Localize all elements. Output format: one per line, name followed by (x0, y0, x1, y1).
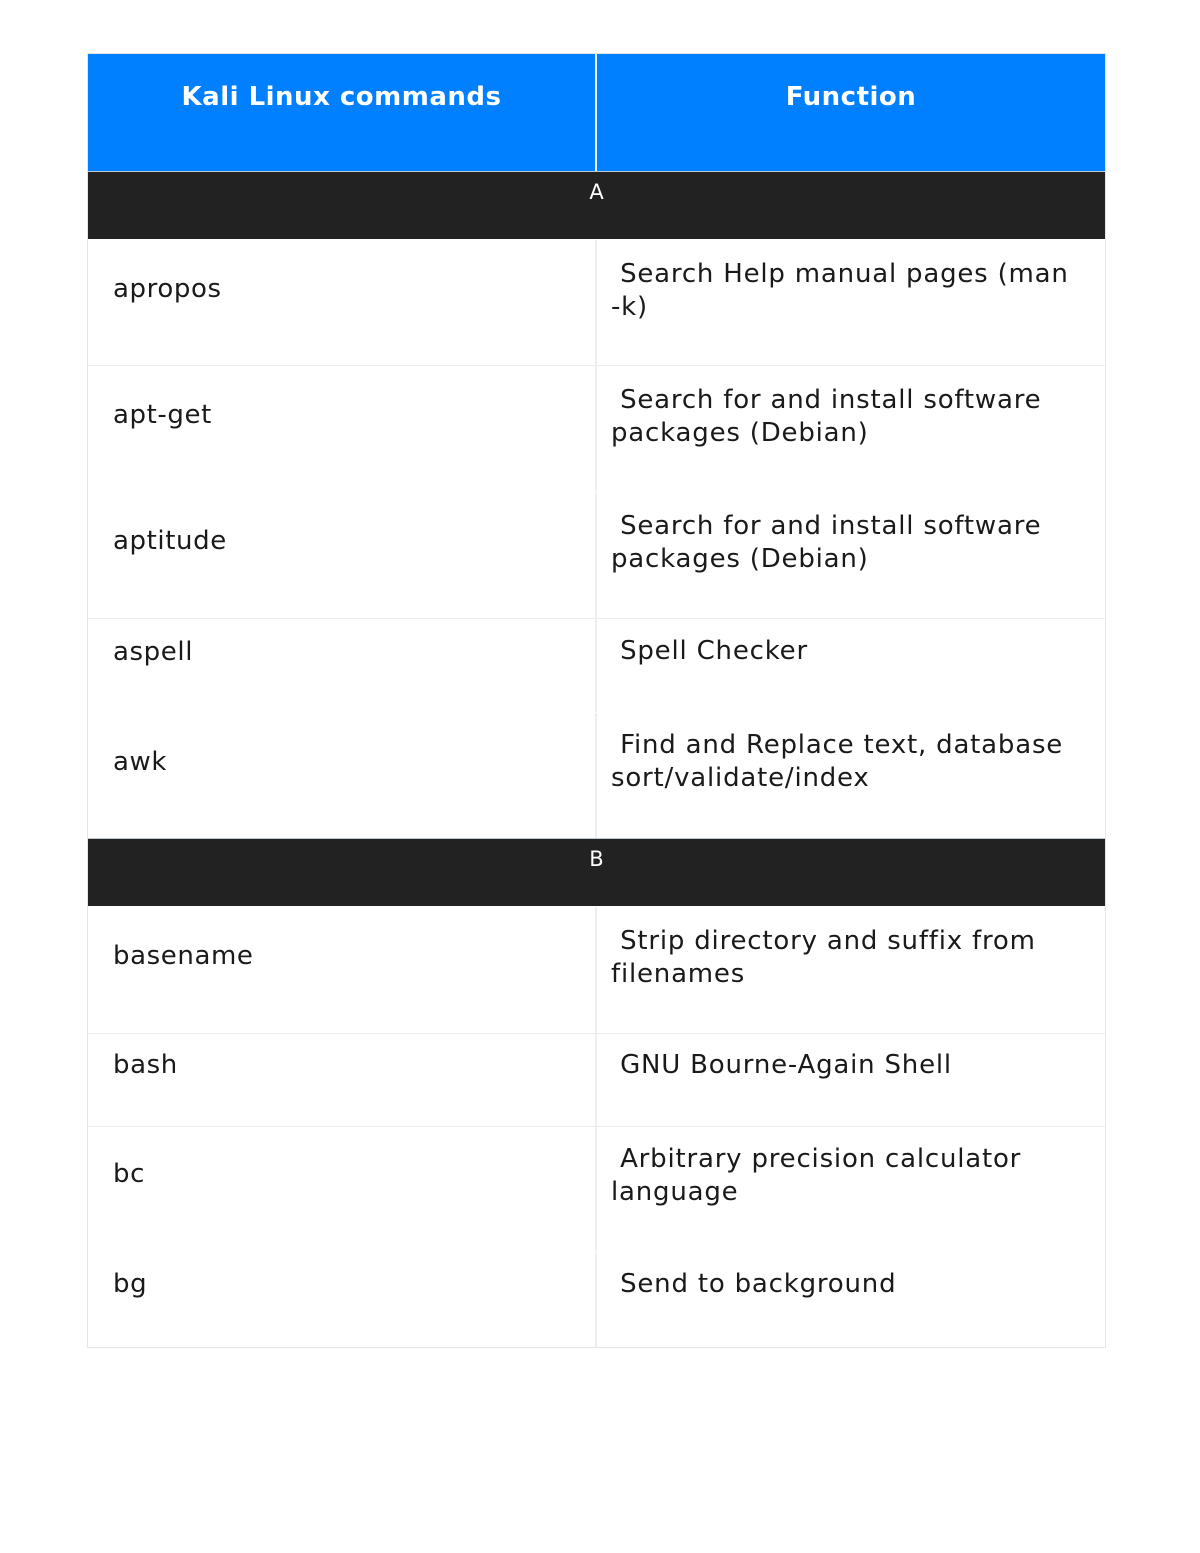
command-cell: bc (88, 1127, 597, 1252)
command-cell: apropos (88, 240, 597, 365)
table-row (88, 1252, 1105, 1347)
table-row (88, 1033, 1105, 1126)
table-row (88, 712, 1105, 838)
section-b-header: B (88, 838, 1105, 906)
command-cell: bash (88, 1034, 597, 1126)
function-cell: Search for and install software packages (Debian) (611, 385, 1051, 448)
function-cell: Arbitrary precision calculator language (611, 1144, 1031, 1207)
command-cell: apt-get (88, 366, 597, 491)
command-cell: aptitude (88, 492, 597, 618)
function-cell: Send to background (611, 1269, 897, 1299)
table-row (88, 491, 1105, 618)
command-cell: awk (88, 713, 597, 838)
table-row (88, 618, 1105, 712)
command-cell: basename (88, 907, 597, 1033)
commands-table (87, 53, 1106, 1348)
section-a-header: A (88, 171, 1105, 239)
table-row (88, 239, 1105, 365)
function-cell: Spell Checker (611, 636, 808, 666)
table-row (88, 1126, 1105, 1252)
function-cell: GNU Bourne-Again Shell (611, 1050, 952, 1080)
header-commands: Kali Linux commands (88, 54, 597, 171)
table-row (88, 906, 1105, 1033)
command-cell: aspell (88, 619, 597, 712)
table-row (88, 365, 1105, 491)
function-cell: Search Help manual pages (man -k) (611, 259, 1078, 322)
table-header (88, 54, 1105, 171)
function-cell: Find and Replace text, database sort/validate/index (611, 730, 1073, 793)
function-cell: Search for and install software packages (Debian) (611, 511, 1051, 574)
function-cell: Strip directory and suffix from filenames (611, 926, 1045, 989)
header-function: Function (785, 82, 917, 112)
command-cell: bg (88, 1253, 597, 1347)
